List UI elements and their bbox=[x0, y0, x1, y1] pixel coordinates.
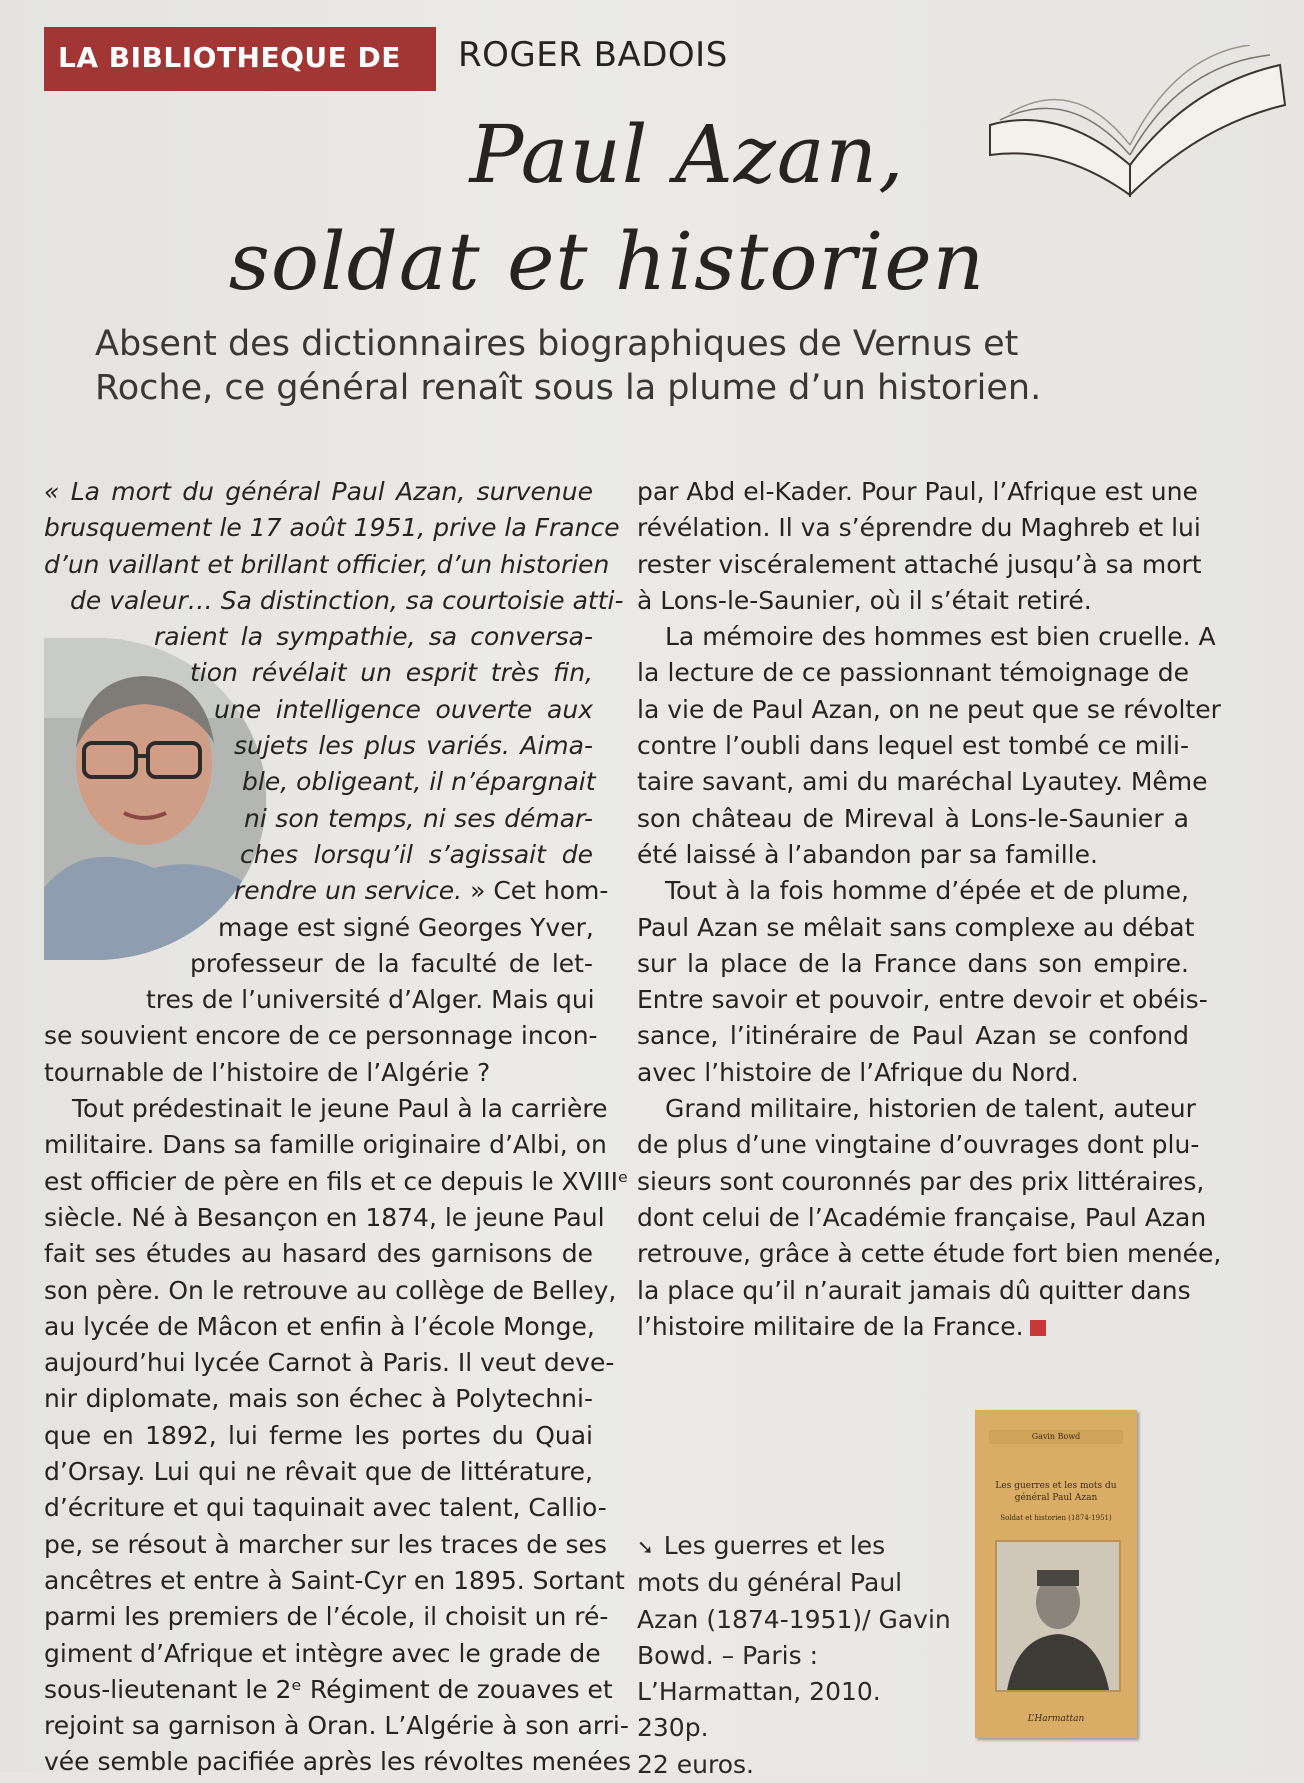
text-line: tres de l’université d’Alger. Mais qui bbox=[146, 985, 595, 1015]
text-line: rester viscéralement attaché jusqu’à sa mort bbox=[637, 549, 1202, 579]
cover-portrait bbox=[995, 1540, 1121, 1692]
text-line: tournable de l’histoire de l’Algérie ? bbox=[44, 1057, 491, 1087]
text-line bbox=[44, 873, 609, 909]
text-line: giment d’Afrique et intègre avec le grade de bbox=[44, 1638, 601, 1668]
text-line: d’un vaillant et brillant officier, d’un historien bbox=[44, 549, 610, 579]
text-line: taire savant, ami du maréchal Lyautey. Même bbox=[637, 767, 1208, 797]
lede-line: Absent des dictionnaires biographiques de Vernus et bbox=[95, 324, 1019, 364]
end-of-article-mark bbox=[1030, 1320, 1046, 1336]
cover-author: Gavin Bowd bbox=[989, 1430, 1123, 1444]
text-line: sur la place de la France dans son empire. bbox=[637, 948, 1189, 978]
text-line: été laissé à l’abandon par sa famille. bbox=[637, 839, 1098, 869]
text-line: de valeur… Sa distinction, sa courtoisie atti- bbox=[70, 585, 624, 615]
text-line: brusquement le 17 août 1951, prive la France bbox=[44, 513, 620, 543]
paragraph bbox=[637, 1091, 1222, 1345]
text-line: ches lorsqu’il s’agissait de bbox=[240, 839, 593, 869]
text-line: retrouve, grâce à cette étude fort bien menée, bbox=[637, 1239, 1222, 1269]
text-line: fait ses études au hasard des garnisons de bbox=[44, 1239, 593, 1269]
text-line: la vie de Paul Azan, on ne peut que se révolter bbox=[637, 694, 1221, 724]
paragraph bbox=[44, 1091, 631, 1781]
text-line: à Lons-le-Saunier, où il s’était retiré. bbox=[637, 585, 1092, 615]
text-line: mage est signé Georges Yver, bbox=[218, 912, 594, 942]
headline-line-2: soldat et historien bbox=[228, 215, 986, 308]
book-reference bbox=[637, 1528, 957, 1783]
text-line: se souvient encore de ce personnage incon- bbox=[44, 1021, 598, 1051]
text-line: siècle. Né à Besançon en 1874, le jeune Paul bbox=[44, 1202, 605, 1232]
cover-title: Les guerres et les mots du général Paul Azan bbox=[995, 1481, 1117, 1503]
article-column-right bbox=[637, 474, 1222, 1345]
text-line: révélation. Il va s’éprendre du Maghreb et lui bbox=[637, 513, 1201, 543]
text-line: son château de Mireval à Lons-le-Saunier a bbox=[637, 803, 1189, 833]
cover-publisher: L’Harmattan bbox=[1027, 1714, 1085, 1724]
text-line: est officier de père en fils et ce depuis le XVIIIᵉ bbox=[44, 1166, 629, 1196]
text-line: parmi les premiers de l’école, il choisit un ré- bbox=[44, 1602, 609, 1632]
text-line: sous-lieutenant le 2ᵉ Régiment de zouaves et bbox=[44, 1674, 613, 1704]
caption-line: Azan (1874-1951)/ Gavin bbox=[637, 1604, 951, 1634]
paragraph bbox=[637, 619, 1221, 873]
text-line: La mémoire des hommes est bien cruelle. A bbox=[665, 622, 1216, 652]
text-line: que en 1892, lui ferme les portes du Quai bbox=[44, 1420, 593, 1450]
text-line: raient la sympathie, sa conversa- bbox=[154, 622, 593, 652]
text-line: professeur de la faculté de let- bbox=[190, 948, 593, 978]
text-line: d’écriture et qui taquinait avec talent, Callio- bbox=[44, 1493, 607, 1523]
text-line: sance, l’itinéraire de Paul Azan se confond bbox=[637, 1021, 1189, 1051]
caption-text: Les guerres et les bbox=[663, 1531, 886, 1560]
article-column-left bbox=[44, 474, 631, 1781]
text-line: son père. On le retrouve au collège de Belley, bbox=[44, 1275, 617, 1305]
text-line bbox=[637, 1309, 1189, 1345]
text-line: nir diplomate, mais son échec à Polytechni- bbox=[44, 1384, 593, 1414]
text-line: Tout prédestinait le jeune Paul à la carrière bbox=[72, 1094, 608, 1124]
quote-tail: » Cet hom- bbox=[462, 876, 609, 906]
text-line: militaire. Dans sa famille originaire d’Albi, on bbox=[44, 1130, 607, 1160]
text-line: vée semble pacifiée après les révoltes menées bbox=[44, 1747, 631, 1777]
text-line: pe, se résout à marcher sur les traces de ses bbox=[44, 1529, 607, 1559]
lede bbox=[95, 322, 1195, 410]
text-line: ni son temps, ni ses démar- bbox=[244, 803, 593, 833]
paragraph bbox=[44, 910, 598, 1091]
headline-line-1: Paul Azan, bbox=[469, 108, 905, 201]
text-line: tion révélait un esprit très fin, bbox=[190, 658, 593, 688]
text-line: rejoint sa garnison à Oran. L’Algérie à son arri- bbox=[44, 1711, 629, 1741]
text-line: aujourd’hui lycée Carnot à Paris. Il veut deve- bbox=[44, 1348, 615, 1378]
text-line: « La mort du général Paul Azan, survenue bbox=[44, 477, 593, 506]
text-line: une intelligence ouverte aux bbox=[214, 694, 593, 724]
book-cover bbox=[975, 1410, 1137, 1738]
text-line: la lecture de ce passionnant témoignage de bbox=[637, 658, 1189, 688]
quote-end: rendre un service. bbox=[234, 876, 463, 906]
text-line: d’Orsay. Lui qui ne rêvait que de littérature, bbox=[44, 1457, 593, 1487]
opening-quote bbox=[44, 474, 624, 910]
text-line: de plus d’une vingtaine d’ouvrages dont plu- bbox=[637, 1130, 1200, 1160]
text-line: avec l’histoire de l’Afrique du Nord. bbox=[637, 1057, 1079, 1087]
caption-line: L’Harmattan, 2010. 230p. bbox=[637, 1677, 881, 1743]
text-line: Tout à la fois homme d’épée et de plume, bbox=[665, 876, 1189, 906]
text-line: ble, obligeant, il n’épargnait bbox=[242, 767, 596, 797]
cover-subtitle: Soldat et historien (1874-1951) bbox=[1000, 1514, 1112, 1522]
text-line: dont celui de l’Académie française, Paul Azan bbox=[637, 1202, 1207, 1232]
text-line: contre l’oubli dans lequel est tombé ce mili- bbox=[637, 731, 1189, 761]
paragraph bbox=[637, 873, 1208, 1091]
text-line: ancêtres et entre à Saint-Cyr en 1895. Sortant bbox=[44, 1565, 625, 1595]
caption-line: mots du général Paul bbox=[637, 1568, 903, 1598]
caption-line bbox=[637, 1528, 957, 1565]
text-line: Entre savoir et pouvoir, entre devoir et obéis- bbox=[637, 985, 1208, 1015]
caption-line: Bowd. – Paris : bbox=[637, 1640, 818, 1670]
text-line: au lycée de Mâcon et enfin à l’école Monge, bbox=[44, 1311, 595, 1341]
lede-line: Roche, ce général renaît sous la plume d’un historien. bbox=[95, 368, 1042, 408]
last-sentence: l’histoire militaire de la France. bbox=[637, 1311, 1024, 1341]
columnist-name: ROGER BADOIS bbox=[458, 35, 728, 75]
section-label-band bbox=[44, 27, 436, 91]
paragraph bbox=[637, 474, 1202, 619]
arrow-icon: ➘ bbox=[637, 1535, 654, 1559]
text-line: la place qu’il n’aurait jamais dû quitter dans bbox=[637, 1275, 1191, 1305]
caption-line: 22 euros. bbox=[637, 1749, 754, 1779]
text-line: par Abd el-Kader. Pour Paul, l’Afrique est une bbox=[637, 477, 1198, 506]
text-line: sieurs sont couronnés par des prix littéraires, bbox=[637, 1166, 1205, 1196]
section-label: LA BIBLIOTHEQUE DE bbox=[58, 41, 401, 74]
text-line: Grand militaire, historien de talent, auteur bbox=[665, 1094, 1196, 1124]
text-line: Paul Azan se mêlait sans complexe au débat bbox=[637, 912, 1195, 942]
text-line: sujets les plus variés. Aima- bbox=[234, 731, 593, 761]
